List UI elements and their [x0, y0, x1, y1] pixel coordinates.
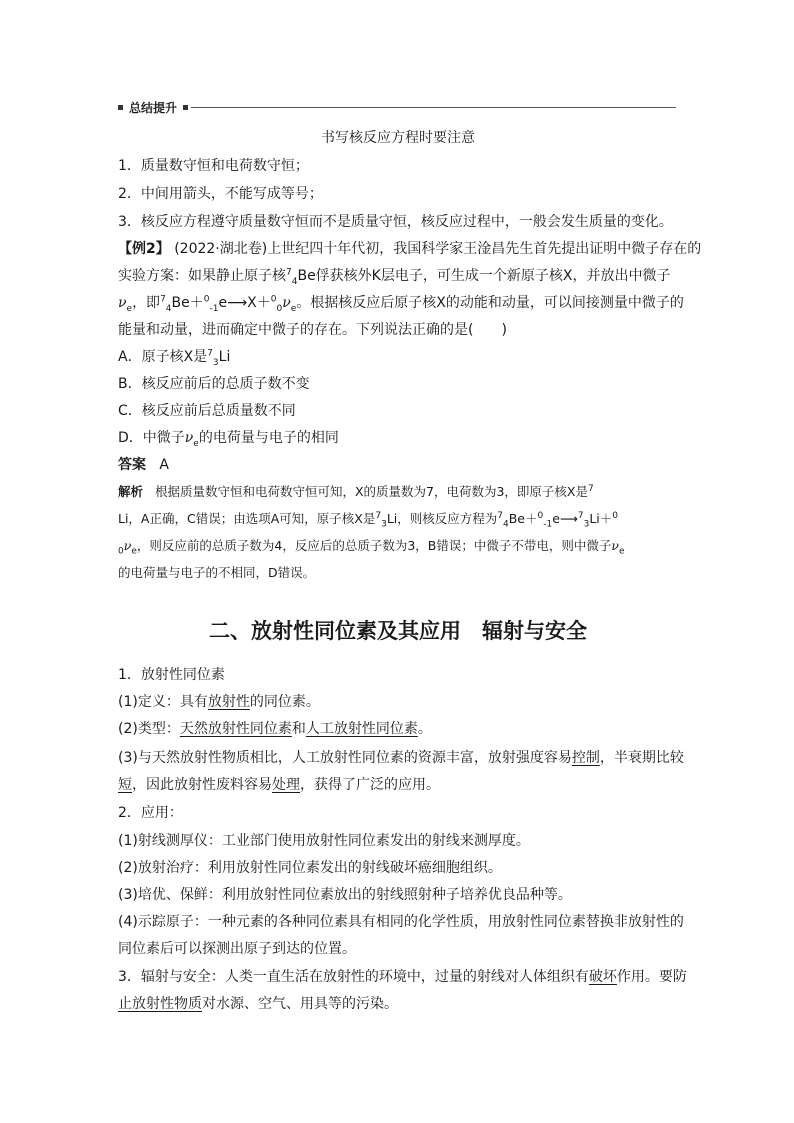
example-text: e⟶X＋: [218, 295, 271, 311]
neutrino-symbol: ν: [282, 295, 291, 311]
neutrino-symbol: ν: [611, 538, 619, 553]
divider-line: [191, 107, 676, 108]
example-text: 实验方案：如果静止原子核: [118, 268, 286, 284]
example-text: (2022·湖北卷)上世纪四十年代初，我国科学家王淦昌先生首先提出证明中微子存在的: [174, 241, 702, 257]
neutrino-subscript: e: [193, 438, 199, 449]
section-p1: 1．放射性同位素: [118, 667, 225, 683]
mass-number: 0: [537, 510, 544, 521]
section-title: 二、放射性同位素及其应用 辐射与安全: [209, 618, 587, 643]
mass-number: 7: [207, 348, 213, 359]
section-text: (2)类型：: [118, 721, 180, 737]
charge-number: 4: [291, 276, 298, 287]
section-p2: 2．应用：: [118, 805, 183, 821]
neutrino-subscript: e: [618, 546, 625, 557]
underlined-term: 天然放射性同位素: [179, 721, 292, 737]
neutrino-subscript: e: [126, 303, 133, 314]
answer-line: [118, 455, 678, 475]
note-1: 1．质量数守恒和电荷数守恒；: [118, 158, 309, 174]
section-text: 和: [291, 721, 306, 737]
mass-number: 0: [203, 294, 210, 305]
summary-heading: 书写核反应方程时要注意: [321, 130, 475, 146]
underlined-term: 处理: [272, 777, 300, 793]
example-line-4: 能量和动量，进而确定中微子的存在。下列说法正确的是( ): [118, 322, 507, 338]
analysis-line-4: 的电荷量与电子的不相同，D错误。: [118, 565, 316, 580]
analysis-text: Li，A正确，C错误；由选项A可知，原子核X是: [118, 511, 376, 526]
analysis-text: Li，则核反应方程为: [386, 511, 498, 526]
example-text: 。根据核反应后原子核X的动能和动量，可以间接测量中微子的: [296, 295, 684, 311]
square-bullet-icon: [183, 105, 188, 110]
charge-number: 0: [276, 303, 283, 314]
summary-bar: [118, 98, 676, 116]
note-3: 3．核反应方程遵守质量数守恒而不是质量守恒，核反应过程中，一般会发生质量的变化。: [118, 214, 673, 230]
option-text: D．中微子: [118, 430, 185, 446]
charge-number: 4: [165, 303, 172, 314]
analysis-text: Li＋: [589, 511, 613, 526]
neutrino-subscript: e: [290, 303, 297, 314]
analysis-text: Be＋: [508, 511, 538, 526]
underlined-term: 人工放射性同位素: [305, 721, 418, 737]
example-text: ，即: [132, 295, 161, 311]
section-p3b: [118, 994, 678, 1014]
option-text: A．原子核X是: [118, 349, 208, 365]
underlined-term: 控制: [571, 750, 600, 766]
analysis-line-3: [118, 536, 678, 556]
option-c: C．核反应前后总质量数不同: [118, 403, 296, 419]
section-p2-2: (2)放射治疗：利用放射性同位素发出的射线破坏癌细胞组织。: [118, 860, 502, 876]
section-text: (1)定义：具有: [118, 694, 208, 710]
analysis-line-1: [118, 482, 678, 502]
charge-number: 3: [212, 357, 219, 368]
option-text: 的电荷量与电子的相同: [198, 430, 339, 446]
example-line-2: [118, 266, 678, 286]
neutrino-symbol: ν: [118, 295, 127, 311]
neutrino-symbol: ν: [123, 538, 132, 553]
section-text: ，因此放射性废料容易: [132, 777, 272, 793]
neutrino-symbol: ν: [184, 430, 194, 446]
charge-number: 4: [502, 519, 509, 530]
mass-number: 0: [612, 510, 618, 521]
section-text: 3．辐射与安全：人类一直生活在放射性的环境中，过量的射线对人体组织有: [118, 969, 589, 985]
example-text: Be＋: [171, 295, 204, 311]
mass-number: 7: [160, 294, 166, 305]
section-text: 对水源、空气、用具等的污染。: [202, 996, 398, 1012]
mass-number: 7: [577, 510, 584, 521]
summary-title: 总结提升: [129, 100, 178, 115]
answer-value: A: [159, 457, 169, 473]
section-text: 作用。要防: [616, 969, 687, 985]
section-text: 。: [417, 721, 432, 737]
section-text: ，获得了广泛的应用。: [300, 777, 440, 793]
note-2: 2．中间用箭头，不能写成等号；: [118, 186, 323, 202]
section-p1-1: [118, 692, 678, 712]
example-line-3: [118, 293, 684, 314]
analysis-text: e⟶: [552, 511, 578, 526]
underlined-term: 止放射性物质: [118, 996, 202, 1012]
charge-number: 3: [583, 519, 590, 530]
section-p1-2: [118, 719, 678, 739]
example-line-1: [118, 239, 702, 259]
mass-number: 0: [270, 294, 277, 305]
charge-number: 0: [118, 546, 124, 557]
analysis-text: 根据质量数守恒和电荷数守恒可知，X的质量数为7，电荷数为3，即原子核X是: [154, 484, 588, 499]
underlined-term: 破坏: [588, 969, 617, 985]
analysis-text: ，则反应前的总质子数为4，反应后的总质子数为3，B错误；中微子不带电，则中微子: [136, 538, 612, 553]
option-b: B．核反应前后的总质子数不变: [118, 376, 310, 392]
section-p2-4b: 同位素后可以探测出原子到达的位置。: [118, 941, 356, 957]
charge-number: -1: [209, 303, 219, 314]
section-p1-3b: [118, 775, 678, 795]
section-p2-3: (3)培优、保鲜：利用放射性同位素放出的射线照射种子培养优良品种等。: [118, 887, 572, 903]
underlined-term: 放射性: [207, 694, 250, 710]
section-p2-4a: (4)示踪原子：一种元素的各种同位素具有相同的化学性质，用放射性同位素替换非放射性的: [118, 914, 684, 930]
charge-number: 3: [381, 519, 387, 530]
neutrino-subscript: e: [131, 546, 137, 557]
option-d: [118, 428, 678, 448]
mass-number: 7: [587, 483, 594, 494]
example-label: 【例2】: [118, 241, 170, 257]
charge-number: -1: [543, 519, 553, 530]
square-bullet-icon: [118, 105, 123, 110]
analysis-line-2: [118, 509, 678, 529]
section-p2-1: (1)射线测厚仪：工业部门使用放射性同位素发出的射线来测厚度。: [118, 833, 530, 849]
example-text: Be俘获核外K层电子，可生成一个新原子核X，并放出中微子: [297, 268, 671, 284]
section-p3a: [118, 967, 687, 987]
option-a: [118, 347, 678, 367]
mass-number: 7: [375, 510, 382, 521]
section-p1-3a: [118, 748, 684, 768]
answer-label: 答案: [118, 457, 146, 473]
mass-number: 7: [497, 510, 503, 521]
mass-number: 7: [286, 267, 292, 278]
option-text: Li: [218, 349, 231, 365]
underlined-term: 短: [118, 777, 132, 793]
section-text: 的同位素。: [249, 694, 320, 710]
analysis-label: 解析: [118, 484, 144, 499]
section-text: ，半衰期比较: [599, 750, 684, 766]
section-text: (3)与天然放射性物质相比，人工放射性同位素的资源丰富，放射强度容易: [118, 750, 572, 766]
